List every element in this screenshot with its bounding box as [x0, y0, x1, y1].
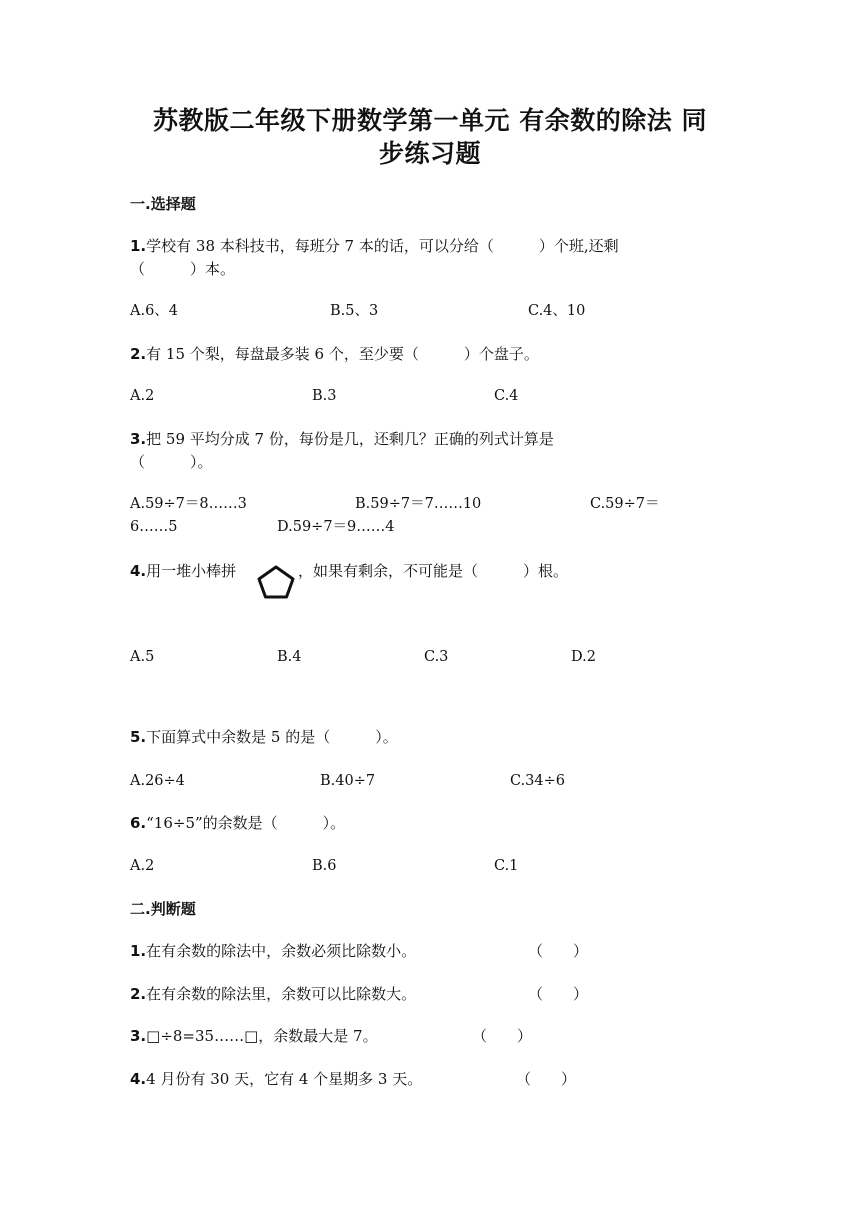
question-number: 3.	[130, 1027, 147, 1045]
judge-item-3	[130, 1025, 690, 1048]
option-c: C.4	[494, 388, 519, 404]
option-a: A.6、4	[130, 303, 179, 319]
question-text: □÷8=35……□，余数最大是 7。	[146, 1027, 378, 1045]
question-number: 2.	[130, 345, 147, 363]
question-text: 在有余数的除法中，余数必须比除数小。	[146, 942, 417, 960]
question-text: 学校有 38 本科技书，每班分 7 本的话，可以分给（ ）个班,还剩	[146, 237, 619, 255]
question-number: 5.	[130, 728, 147, 746]
section-heading-judge: 二.判断题	[130, 900, 196, 918]
question-text: 4 月份有 30 天，它有 4 个星期多 3 天。	[146, 1070, 423, 1088]
question-4-text-cont	[298, 560, 698, 583]
question-text: 用一堆小棒拼	[146, 562, 237, 580]
option-b: B.40÷7	[320, 773, 376, 789]
question-text-cont: （ ）本。	[130, 260, 236, 278]
pentagon-icon	[256, 564, 296, 600]
option-a: A.26÷4	[130, 773, 185, 789]
question-1	[130, 235, 690, 281]
option-c-cont: 6……5	[130, 519, 178, 535]
option-b: B.6	[312, 858, 337, 874]
option-a: A.5	[130, 649, 155, 665]
judge-item-2	[130, 983, 690, 1006]
option-c: C.59÷7＝	[590, 496, 660, 512]
question-text-cont: ，如果有剩余，不可能是（ ）根。	[298, 562, 569, 580]
question-6	[130, 812, 690, 835]
question-text: 把 59 平均分成 7 份，每份是几，还剩几？正确的列式计算是	[146, 430, 554, 448]
page-title	[100, 104, 760, 170]
question-number: 3.	[130, 430, 147, 448]
question-number: 2.	[130, 985, 147, 1003]
option-c: C.1	[494, 858, 519, 874]
question-text-cont: （ ）。	[130, 453, 213, 471]
answer-paren: （ ）	[472, 1027, 533, 1045]
title-line-1: 苏教版二年级下册数学第一单元 有余数的除法 同	[153, 106, 707, 135]
answer-paren: （ ）	[528, 985, 589, 1003]
question-3	[130, 428, 690, 474]
question-number: 1.	[130, 237, 147, 255]
question-5	[130, 726, 690, 749]
question-text: 在有余数的除法里，余数可以比除数大。	[146, 985, 417, 1003]
option-d: D.2	[571, 649, 596, 665]
option-a: A.59÷7＝8……3	[130, 496, 247, 512]
section-heading-choice: 一.选择题	[130, 195, 196, 213]
option-c: C.3	[424, 649, 449, 665]
option-c: C.4、10	[528, 303, 586, 319]
option-d: D.59÷7＝9……4	[277, 519, 395, 535]
question-2	[130, 343, 690, 366]
option-b: B.59÷7＝7……10	[355, 496, 482, 512]
question-text: 下面算式中余数是 5 的是（ ）。	[146, 728, 398, 746]
title-line-2: 步练习题	[378, 139, 481, 168]
question-number: 4.	[130, 1070, 147, 1088]
question-text: 有 15 个梨，每盘最多装 6 个，至少要（ ）个盘子。	[146, 345, 539, 363]
option-b: B.4	[277, 649, 302, 665]
question-text: “16÷5”的余数是（ ）。	[146, 814, 346, 832]
option-b: B.5、3	[330, 303, 379, 319]
question-number: 6.	[130, 814, 147, 832]
question-number: 1.	[130, 942, 147, 960]
option-a: A.2	[130, 388, 155, 404]
option-b: B.3	[312, 388, 337, 404]
answer-paren: （ ）	[528, 942, 589, 960]
judge-item-1	[130, 940, 690, 963]
question-number: 4.	[130, 562, 147, 580]
option-a: A.2	[130, 858, 155, 874]
option-c: C.34÷6	[510, 773, 566, 789]
answer-paren: （ ）	[516, 1070, 577, 1088]
judge-item-4	[130, 1068, 690, 1091]
